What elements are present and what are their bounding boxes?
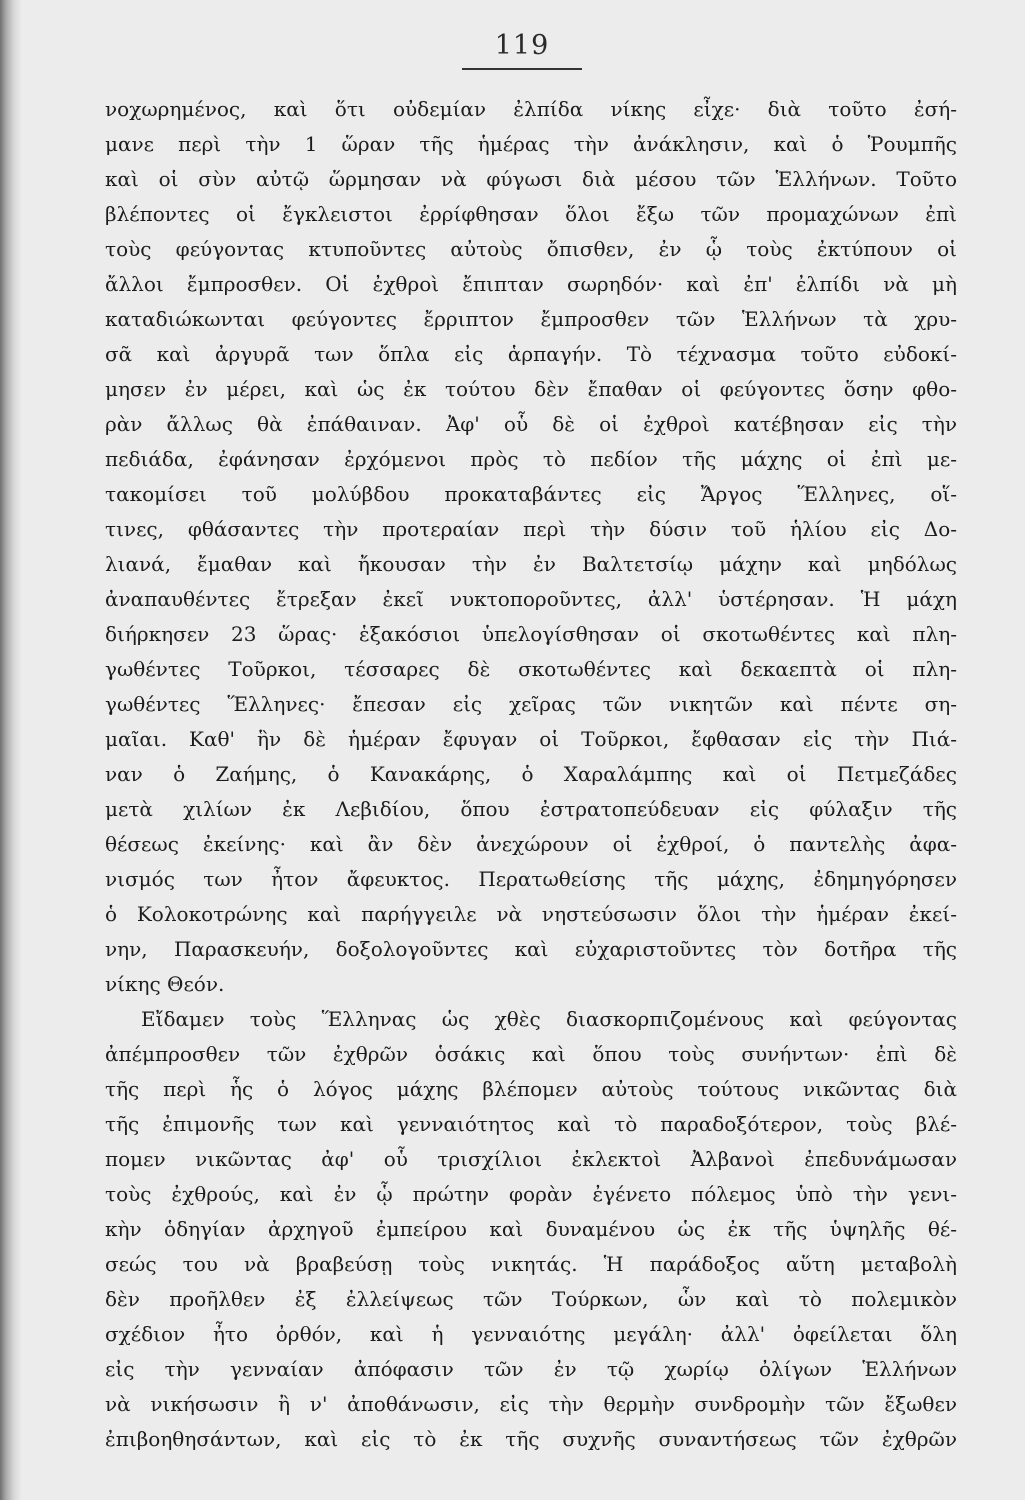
text-line: δὲν προῆλθεν ἐξ ἐλλείψεως τῶν Τούρκων, ὧν καὶ τὸ πολεμικὸν (105, 1287, 957, 1311)
text-line: νην, Παρασκευήν, δοξολογοῦντες καὶ εὐχαριστοῦντες τὸν δοτῆρα τῆς (105, 937, 957, 961)
text-line: ὁ Κολοκοτρώνης καὶ παρήγγειλε νὰ νηστεύσωσιν ὅλοι τὴν ἡμέραν ἐκεί- (105, 902, 957, 926)
text-line: Εἴδαμεν τοὺς Ἕλληνας ὡς χθὲς διασκορπιζομένους καὶ φεύγοντας (141, 1007, 957, 1031)
text-line: ἀπέμπροσθεν τῶν ἐχθρῶν ὁσάκις καὶ ὅπου τοὺς συνήντων· ἐπὶ δὲ (105, 1042, 957, 1066)
text-line: τῆς περὶ ἧς ὁ λόγος μάχης βλέπομεν αὐτοὺς τούτους νικῶντας διὰ (105, 1077, 957, 1101)
text-line: τοὺς ἐχθρούς, καὶ ἐν ᾧ πρώτην φορὰν ἐγένετο πόλεμος ὑπὸ τὴν γενι- (105, 1182, 957, 1206)
text-line: μανε περὶ τὴν 1 ὥραν τῆς ἡμέρας τὴν ἀνάκλησιν, καὶ ὁ Ῥουμπῆς (105, 132, 957, 156)
text-line: νὰ νικήσωσιν ἢ ν' ἀποθάνωσιν, εἰς τὴν θερμὴν συνδρομὴν τῶν ἔξωθεν (105, 1392, 957, 1416)
body-text (105, 92, 957, 1457)
text-line: κὴν ὁδηγίαν ἀρχηγοῦ ἐμπείρου καὶ δυναμένου ὡς ἐκ τῆς ὑψηλῆς θέ- (105, 1217, 957, 1241)
text-line: τοὺς φεύγοντας κτυποῦντες αὐτοὺς ὄπισθεν, ἐν ᾧ τοὺς ἐκτύπουν οἱ (105, 237, 957, 261)
text-line: ἄλλοι ἔμπροσθεν. Οἱ ἐχθροὶ ἔπιπταν σωρηδόν· καὶ ἐπ' ἐλπίδι νὰ μὴ (105, 272, 957, 296)
text-line: ρὰν ἄλλως θὰ ἐπάθαιναν. Ἀφ' οὗ δὲ οἱ ἐχθροὶ κατέβησαν εἰς τὴν (105, 412, 957, 436)
text-line: σχέδιον ἦτο ὀρθόν, καὶ ἡ γενναιότης μεγάλη· ἀλλ' ὀφείλεται ὅλη (105, 1322, 957, 1346)
text-line: ἀναπαυθέντες ἔτρεξαν ἐκεῖ νυκτοποροῦντες, ἀλλ' ὑστέρησαν. Ἡ μάχη (105, 587, 957, 611)
text-line: τακομίσει τοῦ μολύβδου προκαταβάντες εἰς Ἄργος Ἕλληνες, οἵ- (105, 482, 957, 506)
text-line: ἐπιβοηθησάντων, καὶ εἰς τὸ ἐκ τῆς συχνῆς συναντήσεως τῶν ἐχθρῶν (105, 1427, 957, 1451)
text-line: λιανά, ἔμαθαν καὶ ἤκουσαν τὴν ἐν Βαλτετσίῳ μάχην καὶ μηδόλως (105, 552, 957, 576)
text-line: θέσεως ἐκείνης· καὶ ἂν δὲν ἀνεχώρουν οἱ ἐχθροί, ὁ παντελὴς ἀφα- (105, 832, 957, 856)
text-line: μετὰ χιλίων ἐκ Λεβιδίου, ὅπου ἐστρατοπεύδευαν εἰς φύλαξιν τῆς (105, 797, 957, 821)
text-line: καὶ οἱ σὺν αὐτῷ ὥρμησαν νὰ φύγωσι διὰ μέσου τῶν Ἑλλήνων. Τοῦτο (105, 167, 957, 191)
text-line: νίκης Θεόν. (105, 972, 225, 996)
text-line: διήρκησεν 23 ὥρας· ἑξακόσιοι ὑπελογίσθησαν οἱ σκοτωθέντες καὶ πλη- (105, 622, 957, 646)
text-line: μησεν ἐν μέρει, καὶ ὡς ἐκ τούτου δὲν ἔπαθαν οἱ φεύγοντες ὅσην φθο- (105, 377, 957, 401)
text-line: τινες, φθάσαντες τὴν προτεραίαν περὶ τὴν δύσιν τοῦ ἡλίου εἰς Δο- (105, 517, 957, 541)
text-line: τῆς ἐπιμονῆς των καὶ γενναιότητος καὶ τὸ παραδοξότερον, τοὺς βλέ- (105, 1112, 957, 1136)
text-line: εἰς τὴν γενναίαν ἀπόφασιν τῶν ἐν τῷ χωρίῳ ὀλίγων Ἑλλήνων (105, 1357, 957, 1381)
page-number-rule (462, 68, 582, 70)
text-line: καταδιώκωνται φεύγοντες ἔρριπτον ἔμπροσθεν τῶν Ἑλλήνων τὰ χρυ- (105, 307, 957, 331)
text-line: ναν ὁ Ζαήμης, ὁ Κανακάρης, ὁ Χαραλάμπης καὶ οἱ Πετμεζάδες (105, 762, 957, 786)
text-line: σεώς του νὰ βραβεύσῃ τοὺς νικητάς. Ἡ παράδοξος αὕτη μεταβολὴ (105, 1252, 957, 1276)
text-line: πεδιάδα, ἐφάνησαν ἐρχόμενοι πρὸς τὸ πεδίον τῆς μάχης οἱ ἐπὶ με- (105, 447, 957, 471)
page-number: 119 (494, 30, 550, 61)
text-line: βλέποντες οἱ ἔγκλειστοι ἐρρίφθησαν ὅλοι ἔξω τῶν προμαχώνων ἐπὶ (105, 202, 957, 226)
text-line: πομεν νικῶντας ἀφ' οὗ τρισχίλιοι ἐκλεκτοὶ Ἀλβανοὶ ἐπεδυνάμωσαν (105, 1147, 957, 1171)
page-binding-shadow (0, 0, 22, 1500)
text-line: νισμός των ἦτον ἄφευκτος. Περατωθείσης τῆς μάχης, ἐδημηγόρησεν (105, 867, 957, 891)
text-line: μαῖαι. Καθ' ἣν δὲ ἡμέραν ἔφυγαν οἱ Τοῦρκοι, ἔφθασαν εἰς τὴν Πιά- (105, 727, 957, 751)
text-line: νοχωρημένος, καὶ ὅτι οὐδεμίαν ἐλπίδα νίκης εἶχε· διὰ τοῦτο ἐσή- (105, 97, 957, 121)
text-line: γωθέντες Τοῦρκοι, τέσσαρες δὲ σκοτωθέντες καὶ δεκαεπτὰ οἱ πλη- (105, 657, 957, 681)
text-line: γωθέντες Ἕλληνες· ἔπεσαν εἰς χεῖρας τῶν νικητῶν καὶ πέντε ση- (105, 692, 957, 716)
text-line: σᾶ καὶ ἀργυρᾶ των ὅπλα εἰς ἁρπαγήν. Τὸ τέχνασμα τοῦτο εὐδοκί- (105, 342, 957, 366)
